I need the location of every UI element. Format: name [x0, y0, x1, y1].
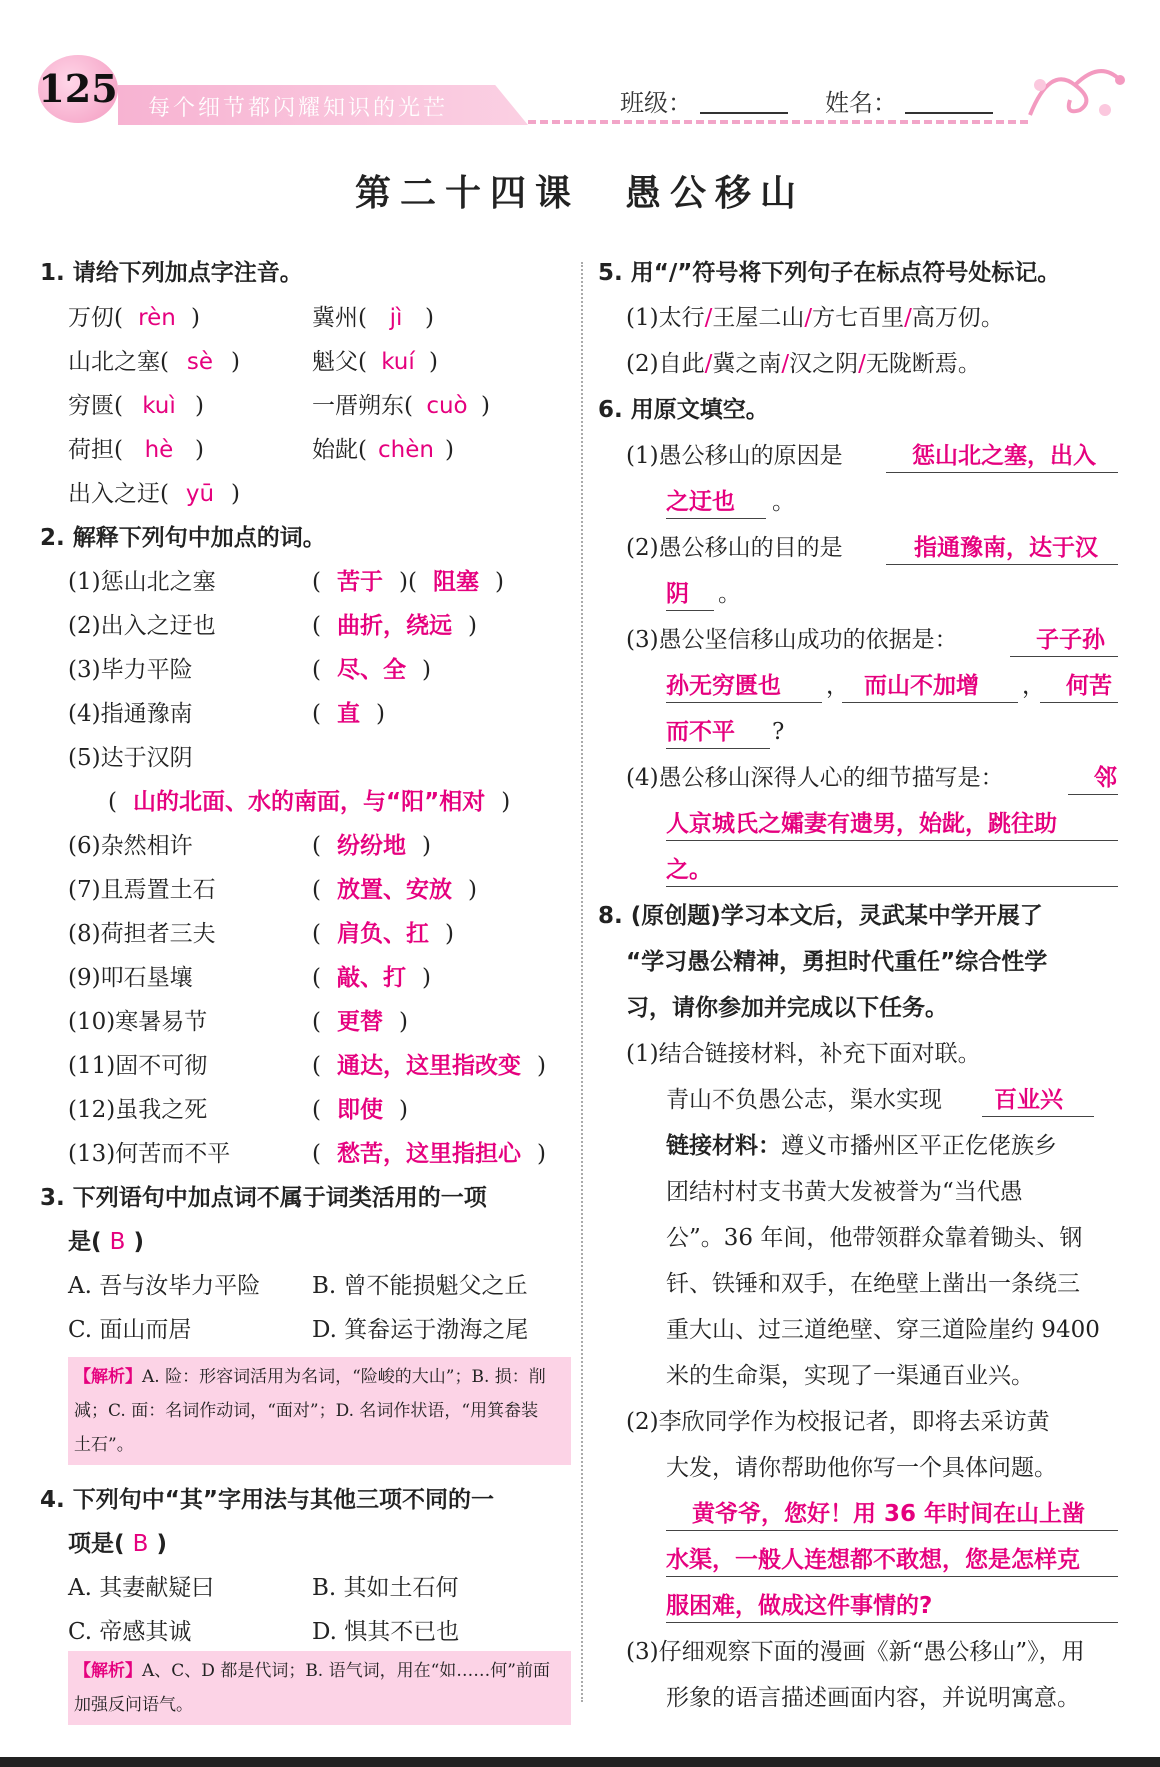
q6-underline-4c	[666, 886, 1118, 887]
q2-item-9-answer: ( 敲、打 )	[312, 965, 431, 991]
header-divider	[528, 120, 1028, 124]
q2-item-10-answer: ( 更替 )	[312, 1009, 408, 1035]
q6-stem: 6. 用原文填空。	[598, 397, 769, 423]
q2-stem: 2. 解释下列句中加点的词。	[40, 525, 326, 551]
q6-item-4-text: (4)愚公移山深得人心的细节描写是：	[626, 765, 1004, 791]
q2-item-3-text: (3)毕力平险	[68, 657, 193, 683]
q1-stem: 1. 请给下列加点字注音。	[40, 260, 303, 286]
q1-item-1: 万仞( rèn )	[68, 305, 200, 331]
q1-item-5: 穷匮( kuì )	[68, 393, 204, 419]
q6-answer-2b: 阴	[666, 581, 689, 607]
name-label: 姓名：	[825, 89, 897, 117]
q6-answer-1a: 惩山北之塞，出入	[912, 443, 1096, 469]
q2-item-1-answer: ( 苦于 )( 阻塞 )	[312, 569, 504, 595]
q6-period-1: 。	[772, 489, 795, 515]
q6-answer-2a: 指通豫南，达于汉	[914, 535, 1098, 561]
name-blank[interactable]	[905, 112, 993, 114]
q4-option-c: C. 帝感其诚	[68, 1619, 192, 1645]
q5-line1: (1)太行/王屋二山/方七百里/高万仞。	[626, 305, 1004, 331]
q6-item-3-text: (3)愚公坚信移山成功的依据是：	[626, 627, 958, 653]
q1-item-2: 冀州( jì )	[312, 305, 434, 331]
q8-stem-line1: 8. (原创题)学习本文后，灵武某中学开展了	[598, 903, 1043, 929]
q3-note-line-3: 土石”。	[74, 1435, 134, 1455]
column-divider	[581, 262, 583, 1702]
q1-item-3: 山北之塞( sè )	[68, 349, 240, 375]
q8-couplet: 青山不负愚公志，渠水实现	[666, 1087, 942, 1113]
q6-answer-3c: 而山不加增	[864, 673, 979, 699]
q3-stem-line1: 3. 下列语句中加点词不属于词类活用的一项	[40, 1185, 487, 1211]
q3-option-b: B. 曾不能损魁父之丘	[312, 1273, 528, 1299]
q2-item-10-text: (10)寒暑易节	[68, 1009, 208, 1035]
q8-answer-2-line2: 水渠，一般人连想都不敢想，您是怎样克	[666, 1547, 1080, 1573]
q1-item-8: 始龀( chèn )	[312, 437, 454, 463]
bottom-bar	[0, 1757, 1160, 1767]
q6-comma-3a: ，	[826, 673, 849, 699]
q8-task-2-line2: 大发，请你帮助他你写一个具体问题。	[666, 1455, 1057, 1481]
q6-answer-3e: 而不平	[666, 719, 735, 745]
q3-stem-line2: 是( B )	[68, 1229, 145, 1255]
q6-answer-4a: 邻	[1094, 765, 1117, 791]
q3-note-line-1: 【解析】A. 险：形容词活用为名词，“险峻的大山”；B. 损：削	[74, 1367, 546, 1387]
q6-underline-4a	[1068, 794, 1118, 795]
q2-item-1-text: (1)惩山北之塞	[68, 569, 216, 595]
q6-underline-2a	[886, 564, 1118, 565]
q8-answer-underline-2	[666, 1576, 1118, 1577]
class-label: 班级：	[620, 89, 692, 117]
q8-stem-line3: 习，请你参加并完成以下任务。	[626, 995, 948, 1021]
q6-underline-3d	[1040, 702, 1118, 703]
q2-item-7-answer: ( 放置、安放 )	[312, 877, 477, 903]
page-title: 第二十四课 愚公移山	[354, 173, 805, 214]
q2-item-13-text: (13)何苦而不平	[68, 1141, 231, 1167]
q6-question-mark-3: ?	[772, 719, 785, 745]
q8-answer-2-line3: 服困难，做成这件事情的?	[666, 1593, 933, 1619]
q6-underline-3a	[1010, 656, 1118, 657]
q5-line2: (2)自此/冀之南/汉之阴/无陇断焉。	[626, 351, 981, 377]
q6-answer-3a: 子子孙	[1036, 627, 1105, 653]
q6-underline-3e	[666, 748, 770, 749]
q8-task-3-line1: (3)仔细观察下面的漫画《新“愚公移山”》，用	[626, 1639, 1085, 1665]
page-number: 125	[38, 55, 118, 123]
q4-analysis-box	[68, 1651, 571, 1725]
q4-option-a: A. 其妻献疑曰	[68, 1575, 215, 1601]
q6-answer-4b: 人京城氏之孀妻有遗男，始龀，跳往助	[666, 811, 1057, 837]
q4-stem-line1: 4. 下列句中“其”字用法与其他三项不同的一	[40, 1487, 494, 1513]
q8-link-line5: 重大山、过三道绝壁、穿三道险崖约 9400	[666, 1317, 1100, 1343]
q6-comma-3b: ，	[1022, 673, 1045, 699]
q8-task-3-line2: 形象的语言描述画面内容，并说明寓意。	[666, 1685, 1080, 1711]
q6-item-1-text: (1)愚公移山的原因是	[626, 443, 843, 469]
q3-option-d: D. 箕畚运于渤海之尾	[312, 1317, 529, 1343]
q6-answer-3b: 孙无穷匮也	[666, 673, 781, 699]
q1-item-7: 荷担( hè )	[68, 437, 204, 463]
q5-stem: 5. 用“/”符号将下列句子在标点符号处标记。	[598, 260, 1061, 286]
q2-item-5-answer: ( 山的北面、水的南面，与“阳”相对 )	[108, 789, 511, 815]
q8-couplet-answer: 百业兴	[994, 1087, 1063, 1113]
q8-link-line4: 钎、铁锤和双手，在绝壁上凿出一条绕三	[666, 1271, 1080, 1297]
q3-option-a: A. 吾与汝毕力平险	[68, 1273, 261, 1299]
q1-item-6: 一厝朔东( cuò )	[312, 393, 490, 419]
q6-underline-1a	[886, 472, 1118, 473]
q3-analysis-box	[68, 1357, 571, 1465]
floral-ornament-icon	[1020, 55, 1130, 125]
q8-link-line2: 团结村村支书黄大发被誉为“当代愚	[666, 1179, 1023, 1205]
q4-option-b: B. 其如土石何	[312, 1575, 459, 1601]
q1-item-9: 出入之迂( yū )	[68, 481, 240, 507]
q4-option-d: D. 惧其不已也	[312, 1619, 460, 1645]
q8-link-line6: 米的生命渠，实现了一渠通百业兴。	[666, 1363, 1034, 1389]
q2-item-8-answer: ( 肩负、扛 )	[312, 921, 454, 947]
q3-note-line-2: 减；C. 面：名词作动词，“面对”；D. 名词作状语，“用箕畚装	[74, 1401, 539, 1421]
q8-couplet-underline	[982, 1116, 1094, 1117]
q2-item-11-text: (11)固不可彻	[68, 1053, 208, 1079]
q8-stem-line2: “学习愚公精神，勇担时代重任”综合性学	[626, 949, 1048, 975]
q6-underline-3b	[666, 702, 822, 703]
q8-answer-2-line1: 黄爷爷，您好！用 36 年时间在山上凿	[692, 1501, 1086, 1527]
q3-option-c: C. 面山而居	[68, 1317, 192, 1343]
q1-item-4: 魁父( kuí )	[312, 349, 438, 375]
q6-answer-1b: 之迂也	[666, 489, 735, 515]
q6-item-2-text: (2)愚公移山的目的是	[626, 535, 843, 561]
q2-item-11-answer: ( 通达，这里指改变 )	[312, 1053, 546, 1079]
q6-answer-4c: 之。	[666, 857, 712, 883]
q4-note-line-1: 【解析】A、C、D 都是代词；B. 语气词，用在“如……何”前面	[74, 1661, 550, 1681]
q8-task-1: (1)结合链接材料，补充下面对联。	[626, 1041, 981, 1067]
q2-item-12-text: (12)虽我之死	[68, 1097, 208, 1123]
page-header	[0, 0, 1160, 140]
q2-item-9-text: (9)叩石垦壤	[68, 965, 193, 991]
q4-note-line-2: 加强反问语气。	[74, 1695, 193, 1715]
q8-link-line1: 链接材料：遵义市播州区平正仡佬族乡	[666, 1133, 1057, 1159]
q2-item-6-text: (6)杂然相许	[68, 833, 193, 859]
motto: 每个细节都闪耀知识的光芒	[148, 96, 449, 121]
q2-item-7-text: (7)且焉置土石	[68, 877, 216, 903]
q6-answer-3d: 何苦	[1066, 673, 1112, 699]
q4-stem-line2: 项是( B )	[68, 1531, 168, 1557]
q8-link-line3: 公”。36 年间，他带领群众靠着锄头、钢	[666, 1225, 1083, 1251]
q6-underline-3c	[842, 702, 1018, 703]
q2-item-2-text: (2)出入之迂也	[68, 613, 216, 639]
q2-item-2-answer: ( 曲折，绕远 )	[312, 613, 477, 639]
q2-item-3-answer: ( 尽、全 )	[312, 657, 431, 683]
q2-item-4-text: (4)指通豫南	[68, 701, 193, 727]
q6-underline-1b	[666, 518, 766, 519]
q2-item-5-text: (5)达于汉阴	[68, 745, 193, 771]
q2-item-12-answer: ( 即使 )	[312, 1097, 408, 1123]
q2-item-4-answer: ( 直 )	[312, 701, 385, 727]
q6-underline-4b	[666, 840, 1118, 841]
q2-item-8-text: (8)荷担者三夫	[68, 921, 216, 947]
q6-period-2: 。	[718, 581, 741, 607]
q2-item-13-answer: ( 愁苦，这里指担心 )	[312, 1141, 546, 1167]
q2-item-6-answer: ( 纷纷地 )	[312, 833, 431, 859]
class-blank[interactable]	[700, 112, 788, 114]
q8-task-2-line1: (2)李欣同学作为校报记者，即将去采访黄	[626, 1409, 1050, 1435]
q6-underline-2b	[666, 610, 714, 611]
q8-answer-underline-3	[666, 1622, 1118, 1623]
q8-answer-underline-1	[666, 1530, 1118, 1531]
